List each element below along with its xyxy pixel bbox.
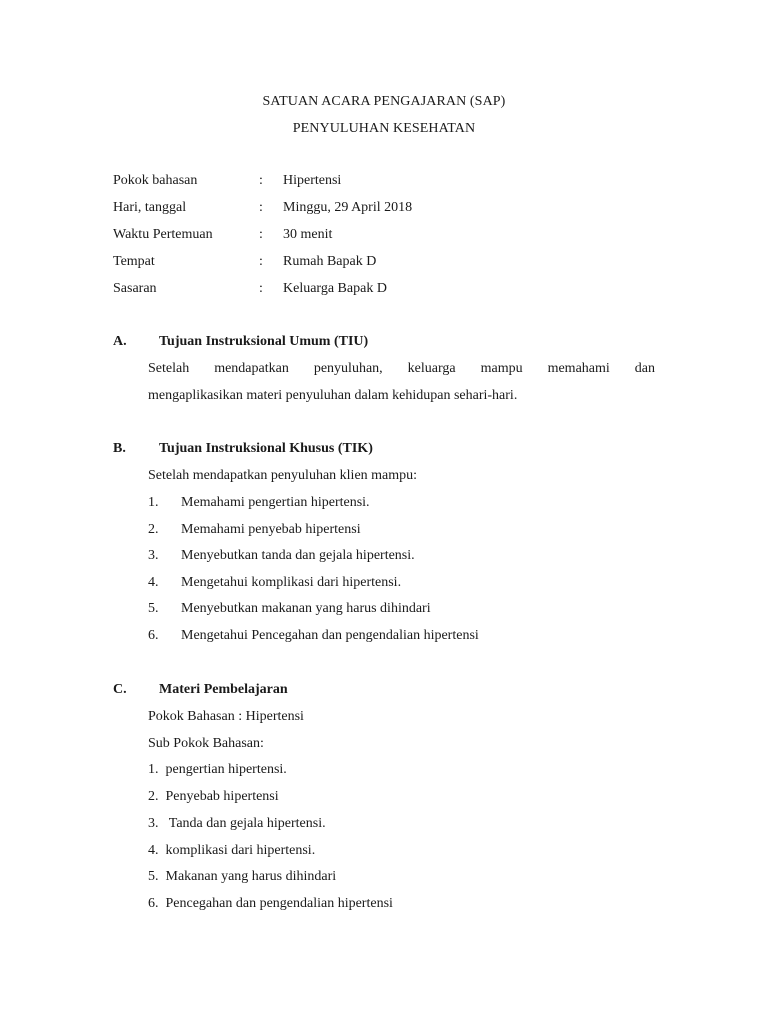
section-title: Tujuan Instruksional Khusus (TIK) — [159, 441, 373, 456]
info-colon: : — [259, 200, 263, 215]
info-colon: : — [259, 227, 263, 242]
info-label: Waktu Pertemuan — [113, 227, 213, 242]
list-item: 4. komplikasi dari hipertensi. — [148, 843, 316, 858]
info-value: 30 menit — [283, 227, 333, 242]
list-text: Mengetahui komplikasi dari hipertensi. — [181, 575, 402, 590]
list-text: Menyebutkan tanda dan gejala hipertensi. — [181, 548, 415, 563]
document-subtitle: PENYULUHAN KESEHATAN — [292, 121, 476, 136]
list-item: 5. Makanan yang harus dihindari — [148, 869, 337, 884]
list-item: 6. Pencegahan dan pengendalian hipertensi — [148, 896, 393, 911]
list-item: 3. Tanda dan gejala hipertensi. — [148, 816, 326, 831]
list-number: 6. — [148, 628, 159, 643]
info-colon: : — [259, 281, 263, 296]
section-c-pokok-bahasan: Pokok Bahasan : Hipertensi — [148, 709, 304, 724]
section-c-sub-heading: Sub Pokok Bahasan: — [148, 736, 264, 751]
list-text: Mengetahui Pencegahan dan pengendalian hipertensi — [181, 628, 479, 643]
info-value: Minggu, 29 April 2018 — [283, 200, 413, 215]
list-text: Memahami pengertian hipertensi. — [181, 495, 370, 510]
section-letter: A. — [113, 334, 127, 349]
info-label: Hari, tanggal — [113, 200, 187, 215]
list-number: 2. — [148, 522, 159, 537]
document-title: SATUAN ACARA PENGAJARAN (SAP) — [262, 94, 506, 109]
list-text: Menyebutkan makanan yang harus dihindari — [181, 601, 431, 616]
section-title: Materi Pembelajaran — [159, 682, 288, 697]
info-value: Keluarga Bapak D — [283, 281, 387, 296]
section-letter: B. — [113, 441, 126, 456]
section-title: Tujuan Instruksional Umum (TIU) — [159, 334, 369, 349]
info-label: Sasaran — [113, 281, 157, 296]
info-label: Tempat — [113, 254, 155, 269]
section-letter: C. — [113, 682, 127, 697]
info-label: Pokok bahasan — [113, 173, 198, 188]
info-value: Hipertensi — [283, 173, 342, 188]
info-value: Rumah Bapak D — [283, 254, 377, 269]
info-colon: : — [259, 173, 263, 188]
section-a-paragraph-line-1: Setelah mendapatkan penyuluhan, keluarga mampu memahami dan — [148, 361, 655, 376]
list-item: 2. Penyebab hipertensi — [148, 789, 279, 804]
info-colon: : — [259, 254, 263, 269]
list-number: 4. — [148, 575, 159, 590]
section-b-intro: Setelah mendapatkan penyuluhan klien mampu: — [148, 468, 418, 483]
list-number: 1. — [148, 495, 159, 510]
list-text: Memahami penyebab hipertensi — [181, 522, 361, 537]
section-a-paragraph-line-2: mengaplikasikan materi penyuluhan dalam kehidupan sehari-hari. — [148, 388, 518, 403]
list-number: 5. — [148, 601, 159, 616]
list-item: 1. pengertian hipertensi. — [148, 762, 287, 777]
list-number: 3. — [148, 548, 159, 563]
